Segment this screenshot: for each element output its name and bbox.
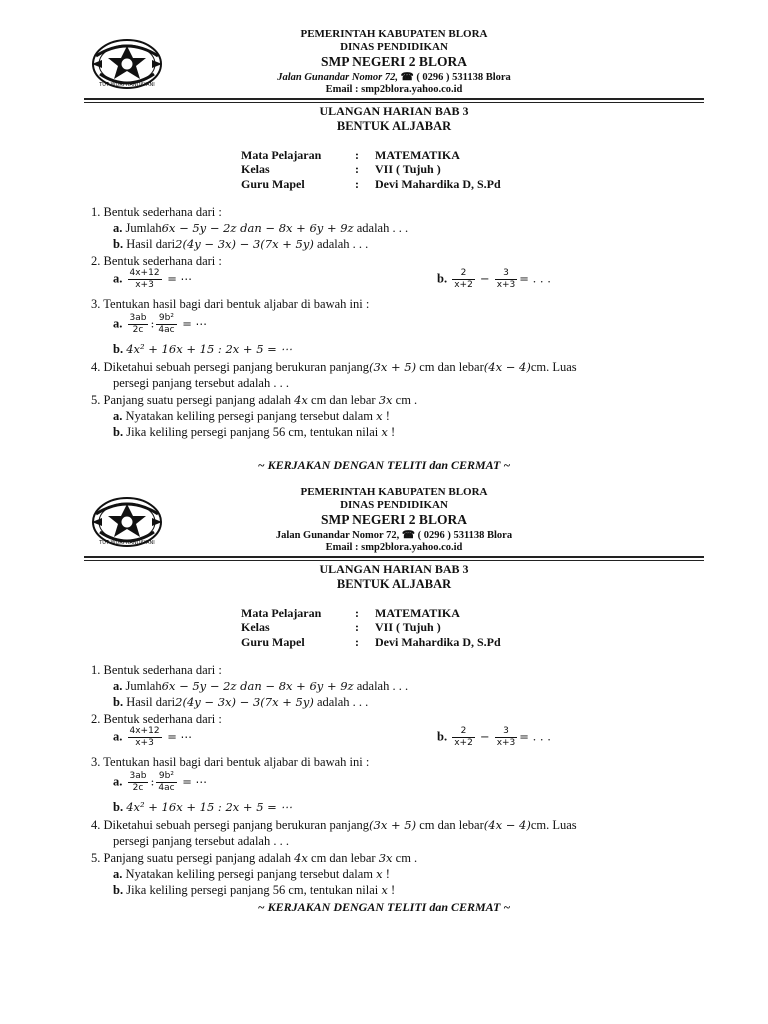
question-text: Diketahui sebuah persegi panjang berukuran panjang <box>103 818 370 832</box>
question-5a <box>113 867 390 882</box>
option-text: adalah . . . <box>313 695 369 709</box>
option-label: b. <box>113 237 124 251</box>
question-text: cm dan lebar <box>416 818 484 832</box>
question-number: 2. <box>91 254 101 268</box>
denominator: x+2 <box>454 738 473 748</box>
math-expression: 6x − 5y − 2z dan − 8x + 6y + 9z <box>161 679 354 693</box>
government-heading: PEMERINTAH KABUPATEN BLORA <box>300 28 488 40</box>
fraction <box>128 726 162 749</box>
address-text: Jalan Gunandar Nomor 72, <box>277 72 398 83</box>
option-text: Jika keliling persegi panjang 56 cm, tentukan nilai <box>126 883 382 897</box>
option-label: b. <box>113 883 124 897</box>
denominator: 4ac <box>158 325 175 335</box>
question-text: Tentukan hasil bagi dari bentuk aljabar di bawah ini : <box>103 755 370 769</box>
header-divider-thin <box>84 102 704 103</box>
math-expression: 4x² + 16x + 15 : 2x + 5 = ⋯ <box>126 342 292 356</box>
math-expression: 2(4y − 3x) − 3(7x + 5y) <box>175 695 314 709</box>
question-4 <box>91 360 577 375</box>
question-number: 1. <box>91 205 101 219</box>
colon-sign: : <box>150 774 155 789</box>
exam-sheet-1 <box>0 0 768 472</box>
question-5b <box>113 883 395 898</box>
info-value: Devi Mahardika D, S.Pd <box>375 177 501 191</box>
question-text: cm dan lebar <box>416 360 484 374</box>
fraction <box>452 726 475 749</box>
info-value: MATEMATIKA <box>375 606 460 620</box>
option-text: Nyatakan keliling persegi panjang tersebut dalam <box>125 409 377 423</box>
math-variable: x <box>376 867 383 881</box>
question-number: 4. <box>91 818 101 832</box>
question-5b <box>113 425 395 440</box>
math-expression: 2(4y − 3x) − 3(7x + 5y) <box>175 237 314 251</box>
numerator: 3ab <box>129 771 147 781</box>
option-label: a. <box>113 221 123 235</box>
numerator: 3 <box>495 726 518 738</box>
school-address <box>0 529 768 541</box>
numerator: 4x+12 <box>129 268 160 278</box>
math-expression: (4x − 4) <box>483 360 531 374</box>
question-1a <box>113 679 408 694</box>
question-text: Bentuk sederhana dari : <box>103 254 222 268</box>
fraction <box>128 313 149 336</box>
question-1a <box>113 221 408 236</box>
question-2b <box>437 726 551 749</box>
option-label: a. <box>113 867 123 881</box>
math-variable: x <box>381 883 388 897</box>
fraction <box>495 726 518 749</box>
exam-title: ULANGAN HARIAN BAB 3 <box>319 104 469 118</box>
math-expression: (3x + 5) <box>369 360 417 374</box>
info-colon: : <box>355 148 359 162</box>
school-name: SMP NEGERI 2 BLORA <box>321 54 467 69</box>
info-value: VII ( Tujuh ) <box>375 620 441 634</box>
numerator: 9b² <box>156 313 176 325</box>
math-expression: 4x² + 16x + 15 : 2x + 5 = ⋯ <box>126 800 292 814</box>
option-label: b. <box>437 271 448 286</box>
question-text: cm dan lebar <box>307 851 379 865</box>
info-value: Devi Mahardika D, S.Pd <box>375 635 501 649</box>
question-text: Panjang suatu persegi panjang adalah <box>103 851 295 865</box>
question-number: 3. <box>91 755 101 769</box>
numerator: 3ab <box>129 313 147 323</box>
question-text: Panjang suatu persegi panjang adalah <box>103 393 295 407</box>
question-number: 4. <box>91 360 101 374</box>
info-colon: : <box>355 606 359 620</box>
question-text: cm . <box>392 393 418 407</box>
info-key: Kelas <box>241 620 270 634</box>
svg-text:TUT WURI HANDAYANI: TUT WURI HANDAYANI <box>99 540 155 546</box>
option-label: b. <box>113 425 124 439</box>
question-4-continued: persegi panjang tersebut adalah . . . <box>113 376 289 390</box>
math-expression: = ⋯ <box>163 729 192 744</box>
math-expression: = ⋯ <box>178 316 207 331</box>
exam-sheet-2 <box>0 458 768 918</box>
question-3 <box>91 755 369 770</box>
phone-icon: ☎ <box>401 530 415 541</box>
denominator: x+3 <box>135 738 154 748</box>
question-3b <box>113 342 292 357</box>
school-email: Email : smp2blora.yahoo.co.id <box>325 84 463 95</box>
info-key: Mata Pelajaran <box>241 606 322 620</box>
denominator: 2c <box>132 325 144 335</box>
question-number: 5. <box>91 393 101 407</box>
school-email: Email : smp2blora.yahoo.co.id <box>325 542 463 553</box>
denominator: x+3 <box>496 280 516 290</box>
info-value: MATEMATIKA <box>375 148 460 162</box>
numerator: 2 <box>452 726 475 738</box>
fraction <box>128 771 149 794</box>
numerator: 3 <box>495 268 518 280</box>
phone-number: ( 0296 ) 531138 Blora <box>416 72 511 83</box>
header-divider-thick <box>84 98 704 100</box>
question-text: Bentuk sederhana dari : <box>103 663 222 677</box>
info-value: VII ( Tujuh ) <box>375 162 441 176</box>
minus-sign: − <box>479 729 490 744</box>
option-text: ! <box>382 409 390 423</box>
question-2a <box>113 726 192 749</box>
exam-title: ULANGAN HARIAN BAB 3 <box>319 562 469 576</box>
math-expression: 3x <box>378 851 393 865</box>
government-heading: PEMERINTAH KABUPATEN BLORA <box>300 486 488 498</box>
question-number: 1. <box>91 663 101 677</box>
option-label: b. <box>437 729 448 744</box>
option-text: Jumlah <box>125 679 162 693</box>
address-text: Jalan Gunandar Nomor 72, <box>275 530 400 541</box>
info-key: Guru Mapel <box>241 177 305 191</box>
question-2b <box>437 268 551 291</box>
question-1b <box>113 237 368 252</box>
option-label: b. <box>113 800 124 814</box>
math-variable: x <box>376 409 383 423</box>
header-divider-thick <box>84 556 704 558</box>
question-number: 3. <box>91 297 101 311</box>
fraction <box>156 313 176 336</box>
question-1 <box>91 205 222 220</box>
denominator: x+3 <box>496 738 516 748</box>
option-text: adalah . . . <box>353 679 409 693</box>
option-label: b. <box>113 342 124 356</box>
fraction <box>128 268 162 291</box>
option-label: a. <box>113 774 123 789</box>
question-text: cm. Luas <box>530 360 577 374</box>
svg-text:TUT WURI HANDAYANI: TUT WURI HANDAYANI <box>99 82 155 88</box>
question-1 <box>91 663 222 678</box>
question-4 <box>91 818 577 833</box>
option-text: ! <box>382 867 390 881</box>
math-expression: 4x <box>294 851 308 865</box>
question-5 <box>91 851 417 866</box>
option-label: a. <box>113 316 123 331</box>
info-colon: : <box>355 162 359 176</box>
math-expression: 4x <box>294 393 308 407</box>
question-5 <box>91 393 417 408</box>
option-label: a. <box>113 729 123 744</box>
question-number: 5. <box>91 851 101 865</box>
numerator: 2 <box>452 268 475 280</box>
math-expression: = . . . <box>519 729 551 744</box>
minus-sign: − <box>479 271 490 286</box>
question-text: cm. Luas <box>530 818 577 832</box>
option-label: a. <box>113 271 123 286</box>
school-name: SMP NEGERI 2 BLORA <box>321 512 467 527</box>
numerator: 4x+12 <box>129 726 160 736</box>
question-3a <box>113 771 207 794</box>
math-expression: = . . . <box>519 271 551 286</box>
numerator: 9b² <box>156 771 176 783</box>
department-heading: DINAS PENDIDIKAN <box>340 499 448 511</box>
closing-note: ~ KERJAKAN DENGAN TELITI dan CERMAT ~ <box>257 900 511 914</box>
math-variable: x <box>381 425 388 439</box>
school-address <box>0 71 768 83</box>
closing-note: ~ KERJAKAN DENGAN TELITI dan CERMAT ~ <box>257 458 511 472</box>
option-text: Jumlah <box>125 221 162 235</box>
phone-icon: ☎ <box>400 72 414 83</box>
info-colon: : <box>355 177 359 191</box>
department-heading: DINAS PENDIDIKAN <box>340 41 448 53</box>
question-4-continued: persegi panjang tersebut adalah . . . <box>113 834 289 848</box>
option-text: adalah . . . <box>313 237 369 251</box>
denominator: x+2 <box>454 280 473 290</box>
question-text: cm dan lebar <box>307 393 379 407</box>
phone-number: ( 0296 ) 531138 Blora <box>417 530 513 541</box>
question-2 <box>91 712 222 727</box>
info-key: Kelas <box>241 162 270 176</box>
info-colon: : <box>355 620 359 634</box>
option-label: b. <box>113 695 124 709</box>
question-text: Bentuk sederhana dari : <box>103 205 222 219</box>
question-text: Diketahui sebuah persegi panjang berukuran panjang <box>103 360 370 374</box>
option-text: ! <box>387 425 396 439</box>
question-3 <box>91 297 369 312</box>
fraction <box>452 268 475 291</box>
option-text: Jika keliling persegi panjang 56 cm, tentukan nilai <box>126 425 382 439</box>
fraction <box>156 771 176 794</box>
info-key: Guru Mapel <box>241 635 305 649</box>
question-text: cm . <box>392 851 418 865</box>
math-expression: 6x − 5y − 2z dan − 8x + 6y + 9z <box>161 221 354 235</box>
question-text: Tentukan hasil bagi dari bentuk aljabar di bawah ini : <box>103 297 370 311</box>
question-2 <box>91 254 222 269</box>
fraction <box>495 268 518 291</box>
question-1b <box>113 695 368 710</box>
option-label: a. <box>113 679 123 693</box>
denominator: 4ac <box>158 783 175 793</box>
math-expression: 3x <box>378 393 393 407</box>
question-3a <box>113 313 207 336</box>
option-label: a. <box>113 409 123 423</box>
math-expression: (3x + 5) <box>369 818 417 832</box>
exam-subtitle: BENTUK ALJABAR <box>336 577 452 591</box>
math-expression: = ⋯ <box>178 774 207 789</box>
option-text: ! <box>387 883 396 897</box>
math-expression: = ⋯ <box>163 271 192 286</box>
option-text: adalah . . . <box>353 221 409 235</box>
denominator: x+3 <box>135 280 154 290</box>
option-text: Nyatakan keliling persegi panjang tersebut dalam <box>125 867 377 881</box>
colon-sign: : <box>150 316 155 331</box>
question-5a <box>113 409 390 424</box>
option-text: Hasil dari <box>126 695 176 709</box>
option-text: Hasil dari <box>126 237 176 251</box>
question-number: 2. <box>91 712 101 726</box>
question-2a <box>113 268 192 291</box>
math-expression: (4x − 4) <box>483 818 531 832</box>
header-divider-thin <box>84 560 704 561</box>
denominator: 2c <box>132 783 144 793</box>
exam-subtitle: BENTUK ALJABAR <box>336 119 452 133</box>
info-colon: : <box>355 635 359 649</box>
info-key: Mata Pelajaran <box>241 148 322 162</box>
question-text: Bentuk sederhana dari : <box>103 712 222 726</box>
question-3b <box>113 800 292 815</box>
